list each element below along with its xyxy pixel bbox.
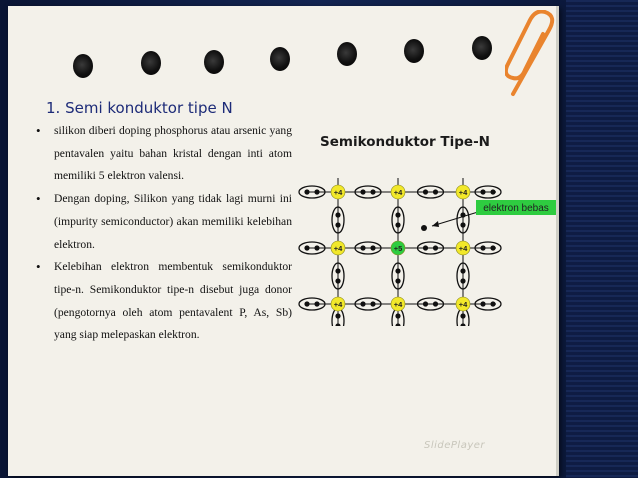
bullet-text: silikon diberi doping phosphorus atau arsenic yang pentavalen yaitu bahan kristal dengan inti atom memiliki 5 elektron valensi. <box>54 124 292 183</box>
electron-dot <box>423 189 428 194</box>
electron-dot <box>433 245 438 250</box>
electron-dot <box>460 268 465 273</box>
silicon-atom-label: +4 <box>333 300 343 309</box>
electron-dot <box>480 301 485 306</box>
binder-hole <box>141 51 161 75</box>
electron-dot <box>395 313 400 318</box>
binder-hole <box>204 50 224 74</box>
silicon-atom-label: +4 <box>458 188 468 197</box>
electron-dot <box>304 301 309 306</box>
pointer-arrowhead <box>432 221 439 227</box>
electron-dot <box>360 189 365 194</box>
binder-hole <box>73 54 93 78</box>
donor-atom-label: +5 <box>393 244 403 253</box>
bullet-item <box>36 188 292 256</box>
diagram-title: Semikonduktor Tipe-N <box>320 134 490 150</box>
electron-dot <box>335 268 340 273</box>
electron-dot <box>335 278 340 283</box>
electron-dot <box>335 222 340 227</box>
electron-dot <box>433 301 438 306</box>
electron-dot <box>335 323 340 326</box>
electron-dot <box>490 189 495 194</box>
bullet-dot: • <box>36 259 41 275</box>
free-electron <box>421 225 427 231</box>
bullet-item <box>36 120 292 188</box>
silicon-atom-label: +4 <box>458 300 468 309</box>
electron-dot <box>433 189 438 194</box>
electron-dot <box>480 245 485 250</box>
electron-dot <box>395 323 400 326</box>
electron-dot <box>395 268 400 273</box>
electron-dot <box>423 301 428 306</box>
electron-dot <box>335 313 340 318</box>
bullet-dot: • <box>36 123 41 138</box>
electron-dot <box>314 245 319 250</box>
electron-dot <box>460 278 465 283</box>
electron-dot <box>395 222 400 227</box>
electron-dot <box>304 189 309 194</box>
electron-dot <box>335 212 340 217</box>
electron-dot <box>370 189 375 194</box>
paperclip-icon <box>505 10 565 100</box>
background-stripe <box>566 0 638 478</box>
electron-dot <box>304 245 309 250</box>
bullet-text: Kelebihan elektron membentuk semikonduktor tipe-n. Semikonduktor tipe-n disebut juga donor (pengotornya oleh atom pentavalent P, As, Sb) yang siap melepaskan elektron. <box>54 260 292 342</box>
electron-dot <box>460 313 465 318</box>
bullet-dot: • <box>36 191 41 207</box>
electron-dot <box>423 245 428 250</box>
electron-dot <box>490 245 495 250</box>
watermark: SlidePlayer <box>424 440 486 451</box>
slide-title: 1. Semi konduktor tipe N <box>46 99 233 117</box>
free-electron-label: elektron bebas <box>483 203 549 214</box>
electron-dot <box>480 189 485 194</box>
binder-hole <box>337 42 357 66</box>
silicon-atom-label: +4 <box>393 188 403 197</box>
electron-dot <box>314 301 319 306</box>
electron-dot <box>370 245 375 250</box>
bullet-text: Dengan doping, Silikon yang tidak lagi murni ini (impurity semiconductor) akan memiliki kelebihan elektron. <box>54 192 292 251</box>
n-type-lattice-diagram <box>298 176 558 326</box>
electron-dot <box>360 245 365 250</box>
electron-dot <box>490 301 495 306</box>
silicon-atom-label: +4 <box>393 300 403 309</box>
binder-hole <box>270 47 290 71</box>
silicon-atom-label: +4 <box>333 188 343 197</box>
binder-hole <box>404 39 424 63</box>
electron-dot <box>395 278 400 283</box>
electron-dot <box>460 323 465 326</box>
bullet-item <box>36 256 292 347</box>
free-electron-pointer <box>432 212 478 226</box>
bullet-list <box>36 120 292 347</box>
binder-hole <box>472 36 492 60</box>
electron-dot <box>314 189 319 194</box>
electron-dot <box>460 222 465 227</box>
electron-dot <box>370 301 375 306</box>
silicon-atom-label: +4 <box>458 244 468 253</box>
electron-dot <box>360 301 365 306</box>
free-electron-group <box>421 200 556 231</box>
electron-dot <box>395 212 400 217</box>
silicon-atom-label: +4 <box>333 244 343 253</box>
